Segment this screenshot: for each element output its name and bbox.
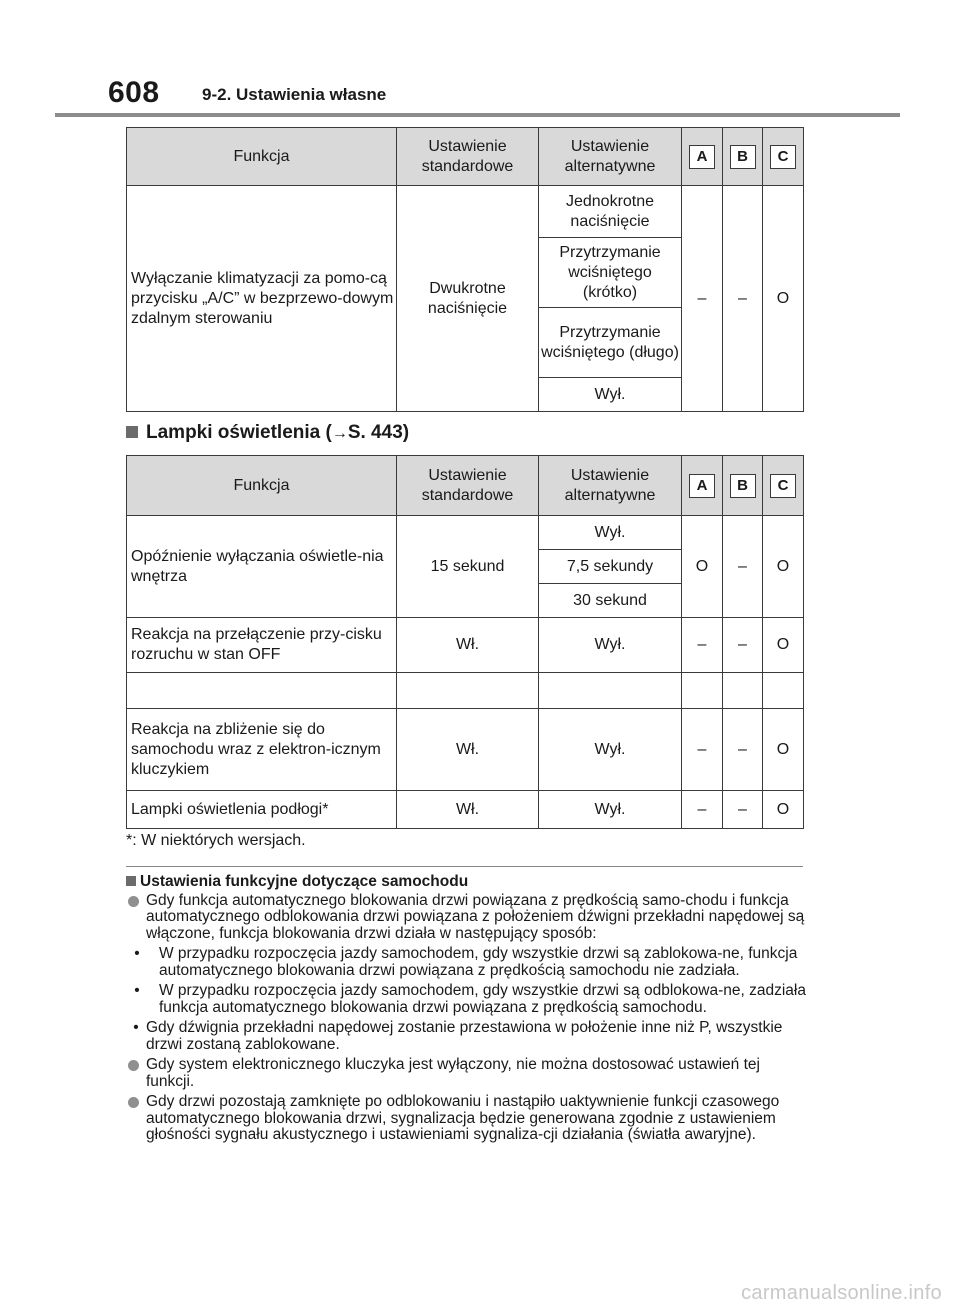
note-subitem-text: Gdy dźwignia przekładni napędowej zostanie przestawiona w położenie inne niż P, wszystkie drzwi zostaną zablokowane. [146,1019,783,1053]
header-rule [55,113,900,117]
note-text: Gdy drzwi pozostają zamknięte po odblokowaniu i nastąpiło uaktywnienie funkcji czasowego automatycznego blokowania drzwi, sygnalizacja będzie generowana zgodnie z ustawieniem głośności sygnału akustycznego i ustawieniami sygnaliza-cji działania (światła awaryjne). [146,1093,780,1143]
note-item [126,893,806,943]
circle-bullet-icon [128,896,139,907]
alternative-cell: Wył. [539,709,682,791]
empty-cell [539,673,682,709]
note-subitem [126,983,806,1016]
function-cell: Lampki oświetlenia podłogi* [127,791,397,829]
letter-c-box: C [770,474,796,498]
settings-table-ac [126,127,804,412]
note-item [126,1057,806,1090]
circle-bullet-icon [128,1060,139,1071]
c-cell: O [763,186,804,412]
square-bullet-icon [126,426,138,438]
notes-heading [126,874,806,891]
a-cell: O [682,516,723,618]
section-heading [126,422,409,444]
bullet-dot-icon: • [134,982,140,999]
empty-cell [723,673,763,709]
settings-table-lights [126,455,804,829]
footnote: *: W niektórych wersjach. [126,832,306,849]
header-function: Funkcja [127,456,397,516]
function-cell: Wyłączanie klimatyzacji za pomo-cą przycisku „A/C” w bezprzewo-dowym zdalnym sterowaniu [127,186,397,412]
standard-cell: Wł. [397,791,539,829]
header-function: Funkcja [127,128,397,186]
note-subitem-text: W przypadku rozpoczęcia jazdy samochodem, gdy wszystkie drzwi są odblokowa-ne, zadziała funkcja automatycznego blokowania drzwi powiązana z prędkością samochodu. [159,982,806,1016]
letter-a-box: A [689,474,715,498]
alternative-cell: Wył. [539,378,682,412]
note-item [126,1094,806,1144]
separator-line [126,866,803,867]
letter-a-box: A [689,145,715,169]
page-reference[interactable]: S. 443) [347,422,410,443]
section-title: 9-2. Ustawienia własne [202,85,387,104]
header-b [723,128,763,186]
section-heading-text: Lampki oświetlenia ( [146,422,332,443]
alternative-cell: Jednokrotne naciśnięcie [539,186,682,238]
standard-cell: Wł. [397,618,539,673]
standard-cell: Dwukrotne naciśnięcie [397,186,539,412]
header-c [763,456,804,516]
note-subitem [126,1020,806,1053]
c-cell: O [763,791,804,829]
letter-c-box: C [770,145,796,169]
square-bullet-icon [126,876,136,886]
a-cell: – [682,186,723,412]
c-cell: O [763,709,804,791]
notes-heading-text: Ustawienia funkcyjne dotyczące samochodu [140,873,469,890]
b-cell: – [723,709,763,791]
alternative-cell: Wył. [539,791,682,829]
a-cell: – [682,791,723,829]
function-cell: Opóźnienie wyłączania oświetle-nia wnętrza [127,516,397,618]
c-cell: O [763,516,804,618]
letter-b-box: B [730,474,756,498]
header-a [682,456,723,516]
note-subitem [126,946,806,979]
bullet-dot-icon: • [134,945,140,962]
function-cell: Reakcja na przełączenie przy-cisku rozruchu w stan OFF [127,618,397,673]
empty-cell [127,673,397,709]
b-cell: – [723,186,763,412]
note-text: Gdy system elektronicznego kluczyka jest wyłączony, nie można dostosować ustawień tej funkcji. [146,1056,760,1090]
alternative-cell: 30 sekund [539,584,682,618]
header-a [682,128,723,186]
letter-b-box: B [730,145,756,169]
alternative-cell: Wył. [539,516,682,550]
empty-cell [682,673,723,709]
header-b [723,456,763,516]
alternative-cell: Przytrzymanie wciśniętego (długo) [539,308,682,378]
a-cell: – [682,709,723,791]
header-c [763,128,804,186]
c-cell: O [763,618,804,673]
header-alternative: Ustawienie alternatywne [539,456,682,516]
empty-cell [763,673,804,709]
header-standard: Ustawienie standardowe [397,128,539,186]
notes-section [126,874,806,1148]
header-standard: Ustawienie standardowe [397,456,539,516]
b-cell: – [723,618,763,673]
b-cell: – [723,516,763,618]
note-text: Gdy funkcja automatycznego blokowania drzwi powiązana z prędkością samo-chodu i funkcja automatycznego odblokowania drzwi powiązana z położeniem dźwigni przekładni napędowej są włączone, funkcja blokowania drzwi działa w następujący sposób: [146,891,805,942]
a-cell: – [682,618,723,673]
arrow-icon: → [331,425,348,442]
note-subitem-text: W przypadku rozpoczęcia jazdy samochodem, gdy wszystkie drzwi są zablokowa-ne, funkcja automatycznego blokowania drzwi powiązana z prędkością samochodu nie zadziała. [159,945,798,979]
standard-cell: 15 sekund [397,516,539,618]
bullet-dot-icon: • [133,1019,139,1036]
watermark: carmanualsonline.info [741,1282,942,1304]
circle-bullet-icon [128,1097,139,1108]
function-cell: Reakcja na zbliżenie się do samochodu wraz z elektron-icznym kluczykiem [127,709,397,791]
alternative-cell: Przytrzymanie wciśniętego (krótko) [539,238,682,308]
empty-cell [397,673,539,709]
standard-cell: Wł. [397,709,539,791]
b-cell: – [723,791,763,829]
alternative-cell: Wył. [539,618,682,673]
page-number: 608 [108,76,160,109]
header-alternative: Ustawienie alternatywne [539,128,682,186]
alternative-cell: 7,5 sekundy [539,550,682,584]
